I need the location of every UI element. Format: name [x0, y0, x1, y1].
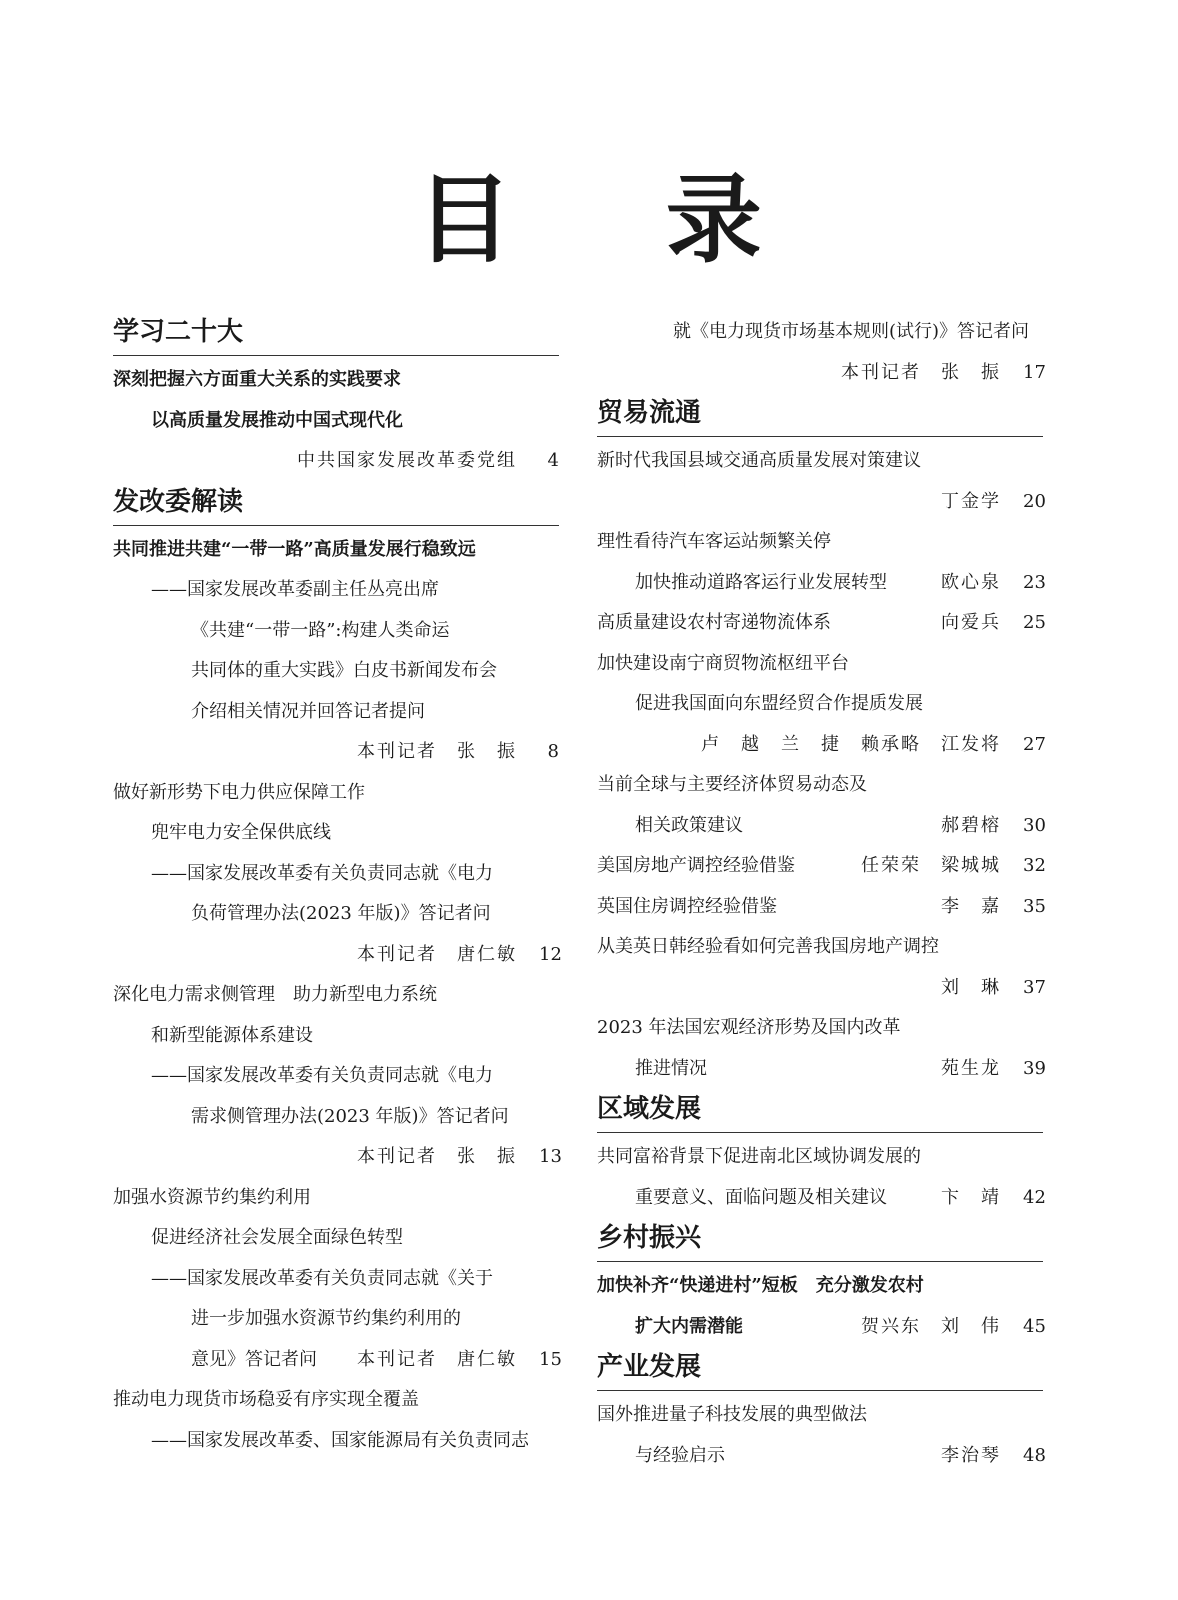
toc-entry-page: 4 — [547, 450, 559, 471]
toc-entry-line[interactable] — [113, 1380, 559, 1421]
toc-entry-line[interactable] — [597, 887, 1046, 928]
toc-entry-title: 负荷管理办法(2023 年版)》答记者问 — [191, 903, 491, 924]
toc-entry-line[interactable] — [113, 530, 559, 571]
toc-entry-author: 苑生龙 — [941, 1057, 1001, 1079]
toc-entry-title: 推进情况 — [635, 1057, 707, 1079]
toc-entry-author: 李 嘉 — [941, 895, 1001, 917]
toc-entry-line[interactable] — [597, 482, 1046, 523]
toc-entry-line[interactable] — [597, 806, 1046, 847]
toc-entry-page: 39 — [1023, 1057, 1046, 1079]
section-heading: 贸易流通 — [597, 393, 1043, 437]
toc-entry-line[interactable] — [597, 1266, 1043, 1307]
toc-entry-line[interactable] — [597, 1436, 1046, 1477]
toc-entry-author: 中共国家发展改革委党组 — [297, 450, 517, 471]
toc-entry-title: 重要意义、面临问题及相关建议 — [635, 1186, 887, 1208]
toc-entry-page: 37 — [1023, 976, 1046, 998]
toc-entry-title: 介绍相关情况并回答记者提问 — [191, 700, 425, 722]
toc-entry-line[interactable] — [597, 927, 1043, 968]
toc-entry-author: 卢 越 兰 捷 赖承略 江发将 — [701, 733, 1001, 755]
toc-entry-line[interactable] — [597, 603, 1046, 644]
toc-entry-title: 深化电力需求侧管理 助力新型电力系统 — [113, 984, 437, 1005]
toc-entry-line[interactable] — [113, 1016, 559, 1057]
toc-entry-line[interactable] — [597, 441, 1043, 482]
toc-entry-title: 促进经济社会发展全面绿色转型 — [151, 1227, 403, 1248]
section-heading: 产业发展 — [597, 1347, 1043, 1391]
toc-entry-title: ——国家发展改革委、国家能源局有关负责同志 — [151, 1429, 529, 1451]
toc-entry-title: 共同推进共建“一带一路”高质量发展行稳致远 — [113, 538, 476, 560]
toc-entry-author: 向爱兵 — [941, 612, 1001, 633]
toc-entry-line[interactable] — [113, 1137, 562, 1178]
toc-entry-title: 新时代我国县域交通高质量发展对策建议 — [597, 450, 921, 471]
toc-entry-page: 48 — [1023, 1444, 1046, 1466]
toc-entry-author: 本刊记者 唐仁敏 — [357, 943, 517, 965]
toc-entry-page: 42 — [1023, 1186, 1046, 1208]
toc-entry-line[interactable] — [597, 312, 1043, 353]
toc-entry-title: 理性看待汽车客运站频繁关停 — [597, 531, 831, 552]
toc-entry-title: 就《电力现货市场基本规则(试行)》答记者问 — [673, 321, 1030, 342]
toc-entry-title: 共同富裕背景下促进南北区域协调发展的 — [597, 1146, 921, 1167]
toc-entry-author: 贺兴东 刘 伟 — [861, 1315, 1001, 1337]
toc-entry-title: ——国家发展改革委有关负责同志就《电力 — [151, 1065, 493, 1086]
toc-right-column — [597, 312, 1046, 1476]
toc-entry-line[interactable] — [113, 611, 559, 652]
toc-entry-line[interactable] — [113, 692, 559, 733]
toc-entry-line[interactable] — [597, 1049, 1046, 1090]
toc-entry-title: 深刻把握六方面重大关系的实践要求 — [113, 369, 401, 390]
toc-entry-line[interactable] — [597, 1178, 1046, 1219]
toc-entry-title: 国外推进量子科技发展的典型做法 — [597, 1404, 867, 1425]
toc-entry-title: 以高质量发展推动中国式现代化 — [151, 409, 403, 431]
toc-entry-page: 13 — [539, 1146, 562, 1167]
toc-entry-line[interactable] — [113, 570, 559, 611]
toc-entry-title: 当前全球与主要经济体贸易动态及 — [597, 774, 867, 795]
toc-entry-line[interactable] — [597, 846, 1046, 887]
toc-entry-line[interactable] — [113, 441, 559, 482]
toc-entry-title: 加快补齐“快递进村”短板 充分激发农村 — [597, 1275, 924, 1296]
section-heading: 发改委解读 — [113, 482, 559, 526]
toc-entry-title: 加强水资源节约集约利用 — [113, 1186, 311, 1208]
toc-entry-line[interactable] — [113, 854, 559, 895]
toc-entry-line[interactable] — [597, 1307, 1046, 1348]
toc-entry-line[interactable] — [597, 1137, 1043, 1178]
toc-entry-line[interactable] — [597, 1395, 1043, 1436]
toc-entry-line[interactable] — [113, 975, 559, 1016]
toc-entry-line[interactable] — [113, 360, 559, 401]
toc-entry-line[interactable] — [113, 1056, 559, 1097]
toc-entry-line[interactable] — [113, 935, 562, 976]
toc-entry-page: 8 — [547, 741, 559, 762]
toc-entry-line[interactable] — [597, 353, 1046, 394]
toc-entry-author: 郝碧榕 — [941, 814, 1001, 836]
toc-entry-line[interactable] — [113, 732, 559, 773]
toc-entry-line[interactable] — [597, 522, 1043, 563]
toc-entry-title: 意见》答记者问 — [191, 1348, 317, 1370]
toc-entry-author: 本刊记者 张 振 — [841, 361, 1001, 383]
toc-entry-title: 美国房地产调控经验借鉴 — [597, 855, 795, 876]
toc-entry-page: 27 — [1023, 733, 1046, 755]
toc-entry-title: 做好新形势下电力供应保障工作 — [113, 781, 365, 803]
toc-entry-line[interactable] — [113, 1421, 559, 1462]
toc-entry-page: 17 — [1023, 361, 1046, 383]
toc-entry-line[interactable] — [597, 765, 1043, 806]
toc-entry-author: 卞 靖 — [941, 1186, 1001, 1208]
toc-entry-page: 35 — [1023, 895, 1046, 917]
toc-entry-title: 推动电力现货市场稳妥有序实现全覆盖 — [113, 1389, 419, 1410]
toc-entry-page: 25 — [1023, 612, 1046, 633]
toc-entry-title: 加快推动道路客运行业发展转型 — [635, 571, 887, 593]
toc-entry-title: 共同体的重大实践》白皮书新闻发布会 — [191, 660, 497, 681]
toc-entry-author: 本刊记者 唐仁敏 — [357, 1348, 517, 1370]
toc-entry-page: 32 — [1023, 855, 1046, 876]
toc-entry-line[interactable] — [597, 644, 1043, 685]
toc-entry-title: 从美英日韩经验看如何完善我国房地产调控 — [597, 936, 939, 957]
toc-entry-author: 刘 琳 — [941, 976, 1001, 998]
toc-entry-page: 45 — [1023, 1315, 1046, 1337]
toc-entry-author: 欧心泉 — [941, 571, 1001, 593]
toc-entry-title: 加快建设南宁商贸物流枢纽平台 — [597, 652, 849, 674]
toc-entry-line[interactable] — [113, 1218, 559, 1259]
toc-entry-title: 2023 年法国宏观经济形势及国内改革 — [597, 1017, 901, 1038]
toc-entry-page: 12 — [539, 943, 562, 965]
toc-entry-line[interactable] — [113, 1097, 559, 1138]
page-title: 目 录 — [416, 163, 822, 276]
toc-entry-page: 30 — [1023, 814, 1046, 836]
toc-entry-title: 需求侧管理办法(2023 年版)》答记者问 — [191, 1105, 509, 1127]
toc-entry-author: 本刊记者 张 振 — [357, 741, 517, 762]
toc-entry-author: 李治琴 — [941, 1444, 1001, 1466]
toc-entry-author: 任荣荣 梁城城 — [861, 855, 1001, 876]
toc-entry-title: ——国家发展改革委有关负责同志就《关于 — [151, 1267, 493, 1289]
toc-entry-title: 促进我国面向东盟经贸合作提质发展 — [635, 693, 923, 714]
toc-entry-title: 扩大内需潜能 — [635, 1315, 743, 1337]
toc-entry-title: 兜牢电力安全保供底线 — [151, 822, 331, 843]
toc-entry-line[interactable] — [597, 725, 1046, 766]
toc-entry-line[interactable] — [113, 1178, 559, 1219]
toc-entry-line[interactable] — [113, 401, 559, 442]
toc-entry-line[interactable] — [113, 1340, 562, 1381]
toc-entry-author: 本刊记者 张 振 — [357, 1146, 517, 1167]
section-heading: 乡村振兴 — [597, 1218, 1043, 1262]
toc-entry-title: 和新型能源体系建设 — [151, 1024, 313, 1046]
toc-entry-line[interactable] — [597, 684, 1043, 725]
toc-entry-page: 23 — [1023, 571, 1046, 593]
toc-entry-line[interactable] — [597, 968, 1046, 1009]
toc-entry-line[interactable] — [113, 773, 559, 814]
section-heading: 区域发展 — [597, 1089, 1043, 1133]
toc-entry-line[interactable] — [113, 894, 559, 935]
toc-entry-title: ——国家发展改革委有关负责同志就《电力 — [151, 862, 493, 884]
toc-entry-title: 相关政策建议 — [635, 814, 743, 836]
toc-entry-line[interactable] — [113, 1259, 559, 1300]
toc-entry-line[interactable] — [597, 1008, 1043, 1049]
toc-entry-page: 15 — [539, 1348, 562, 1370]
toc-entry-page: 20 — [1023, 490, 1046, 512]
toc-entry-title: ——国家发展改革委副主任丛亮出席 — [151, 579, 439, 600]
toc-entry-title: 进一步加强水资源节约集约利用的 — [191, 1308, 461, 1329]
toc-entry-title: 与经验启示 — [635, 1444, 725, 1466]
toc-entry-line[interactable] — [597, 563, 1046, 604]
toc-entry-author: 丁金学 — [941, 490, 1001, 512]
section-heading: 学习二十大 — [113, 312, 559, 356]
toc-entry-line[interactable] — [113, 1299, 559, 1340]
toc-entry-title: 高质量建设农村寄递物流体系 — [597, 612, 831, 633]
toc-entry-title: 英国住房调控经验借鉴 — [597, 895, 777, 917]
toc-entry-line[interactable] — [113, 813, 559, 854]
toc-left-column — [113, 312, 562, 1461]
toc-entry-title: 《共建“一带一路”:构建人类命运 — [191, 619, 450, 641]
toc-entry-line[interactable] — [113, 651, 559, 692]
